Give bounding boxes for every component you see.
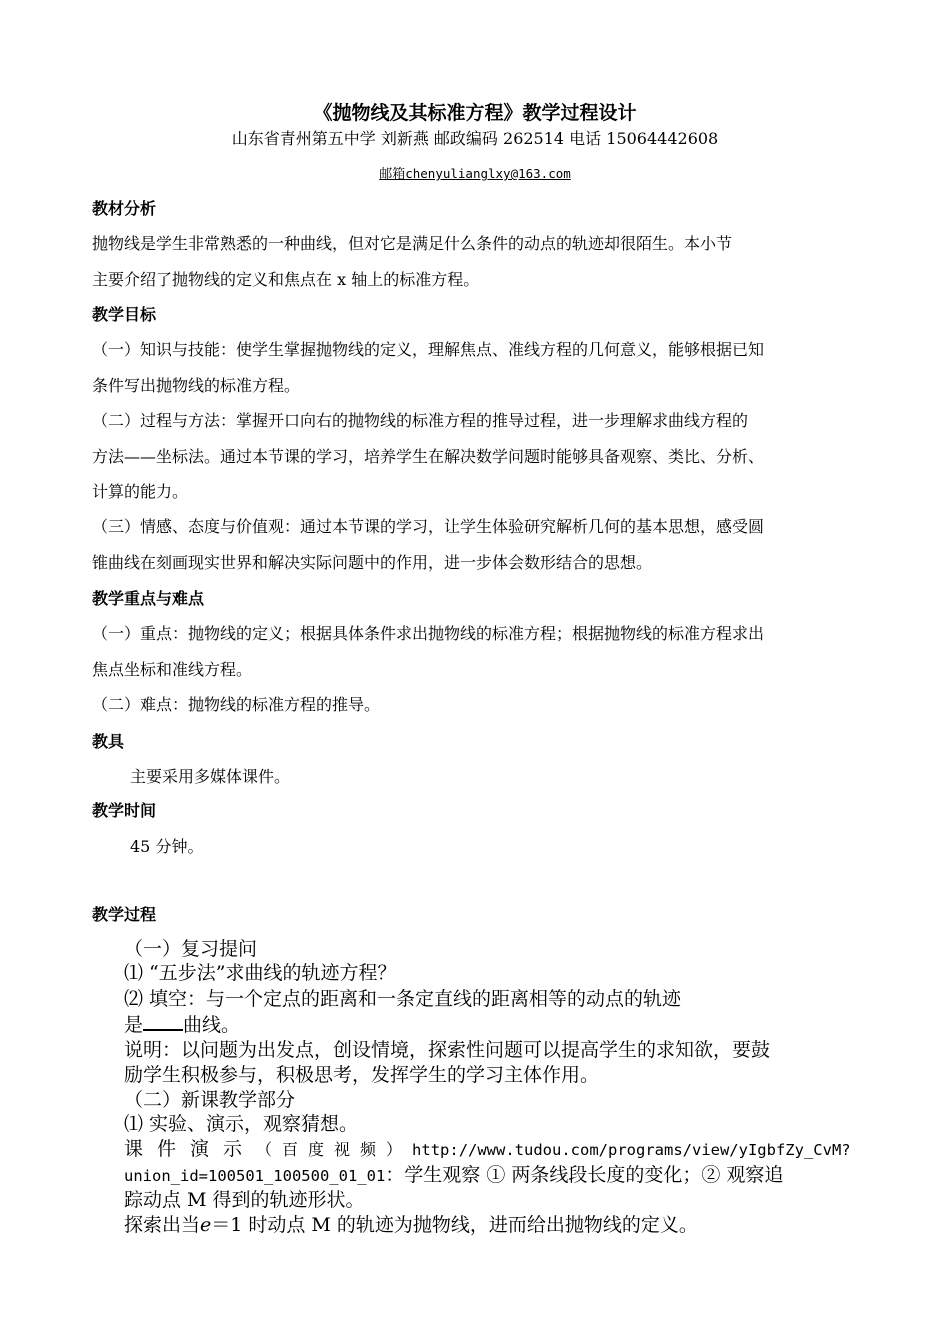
explore-variable: e — [200, 1214, 212, 1236]
review-question-1: ⑴ “五步法”求曲线的轨迹方程？ — [124, 962, 397, 984]
email-address[interactable]: chenyulianglxy@163.com — [405, 166, 571, 181]
fill-blank — [143, 1012, 183, 1031]
section-heading-process: 教学过程 — [92, 905, 157, 924]
email-line — [0, 163, 950, 182]
key-points-line-2: 焦点坐标和准线方程。 — [92, 660, 253, 679]
note-line-1: 说明：以问题为出发点，创设情境，探索性问题可以提高学生的求知欲，要鼓 — [124, 1039, 771, 1061]
explore-prefix: 探索出当 — [124, 1214, 201, 1236]
review-title: （一）复习提问 — [124, 938, 258, 960]
note-line-2: 励学生积极参与，积极思考，发挥学生的学习主体作用。 — [124, 1064, 600, 1086]
demo-url-part-1[interactable]: http://www.tudou.com/programs/view/yIgbfZy_CvM? — [412, 1141, 851, 1159]
tools-text: 主要采用多媒体课件。 — [130, 767, 291, 786]
goals-line-7: 锥曲线在刻画现实世界和解决实际问题中的作用，进一步体会数形结合的思想。 — [92, 553, 653, 572]
material-line-1: 抛物线是学生非常熟悉的一种曲线，但对它是满足什么条件的动点的轨迹却很陌生。本小节 — [92, 234, 733, 253]
explore-suffix: ＝1 时动点 M 的轨迹为抛物线，进而给出抛物线的定义。 — [211, 1214, 698, 1236]
time-text: 45 分钟。 — [130, 837, 204, 856]
section-heading-key-points: 教学重点与难点 — [92, 589, 205, 608]
goals-line-2: 条件写出抛物线的标准方程。 — [92, 376, 301, 395]
material-line-2: 主要介绍了抛物线的定义和焦点在 x 轴上的标准方程。 — [92, 270, 480, 289]
goals-line-5: 计算的能力。 — [92, 482, 189, 501]
demo-line-1 — [124, 1134, 851, 1161]
demo-line-3: 踪动点 M 得到的轨迹形状。 — [124, 1189, 365, 1211]
author-line: 山东省青州第五中学 刘新燕 邮政编码 262514 电话 15064442608 — [231, 129, 719, 148]
email-label: 邮箱 — [379, 167, 406, 182]
review-question-2-blank-line — [124, 1010, 240, 1037]
goals-line-3: （二）过程与方法：掌握开口向右的抛物线的标准方程的推导过程，进一步理解求曲线方程的 — [92, 411, 749, 430]
demo-source: （百度视频） — [256, 1140, 413, 1159]
key-points-line-1: （一）重点：抛物线的定义；根据具体条件求出抛物线的标准方程；根据抛物线的标准方程求出 — [92, 624, 765, 643]
new-lesson-title: （二）新课教学部分 — [124, 1089, 296, 1111]
section-heading-goals: 教学目标 — [92, 305, 157, 324]
section-heading-tools: 教具 — [92, 732, 125, 751]
blank-suffix: 曲线。 — [183, 1014, 241, 1036]
demo-label: 课件演示 — [124, 1138, 257, 1160]
explore-line — [124, 1210, 698, 1237]
review-question-2: ⑵ 填空：与一个定点的距离和一条定直线的距离相等的动点的轨迹 — [124, 988, 682, 1010]
document-title: 《抛物线及其标准方程》教学过程设计 — [313, 102, 637, 124]
demo-line-2 — [124, 1160, 783, 1187]
step-1: ⑴ 实验、演示，观察猜想。 — [124, 1113, 359, 1135]
section-heading-material: 教材分析 — [92, 199, 157, 218]
goals-line-1: （一）知识与技能：使学生掌握抛物线的定义，理解焦点、准线方程的几何意义，能够根据已知 — [92, 340, 765, 359]
demo-url-part-2[interactable]: union_id=100501_100500_01_01 — [124, 1167, 386, 1185]
goals-line-6: （三）情感、态度与价值观：通过本节课的学习，让学生体验研究解析几何的基本思想，感受圆 — [92, 517, 765, 536]
goals-line-4: 方法——坐标法。通过本节课的学习，培养学生在解决数学问题时能够具备观察、类比、分析、 — [92, 447, 765, 466]
key-points-line-3: （二）难点：抛物线的标准方程的推导。 — [92, 695, 381, 714]
section-heading-time: 教学时间 — [92, 801, 157, 820]
demo-observation: ：学生观察 ① 两条线段长度的变化；② 观察追 — [385, 1164, 784, 1186]
blank-prefix: 是 — [124, 1014, 144, 1036]
